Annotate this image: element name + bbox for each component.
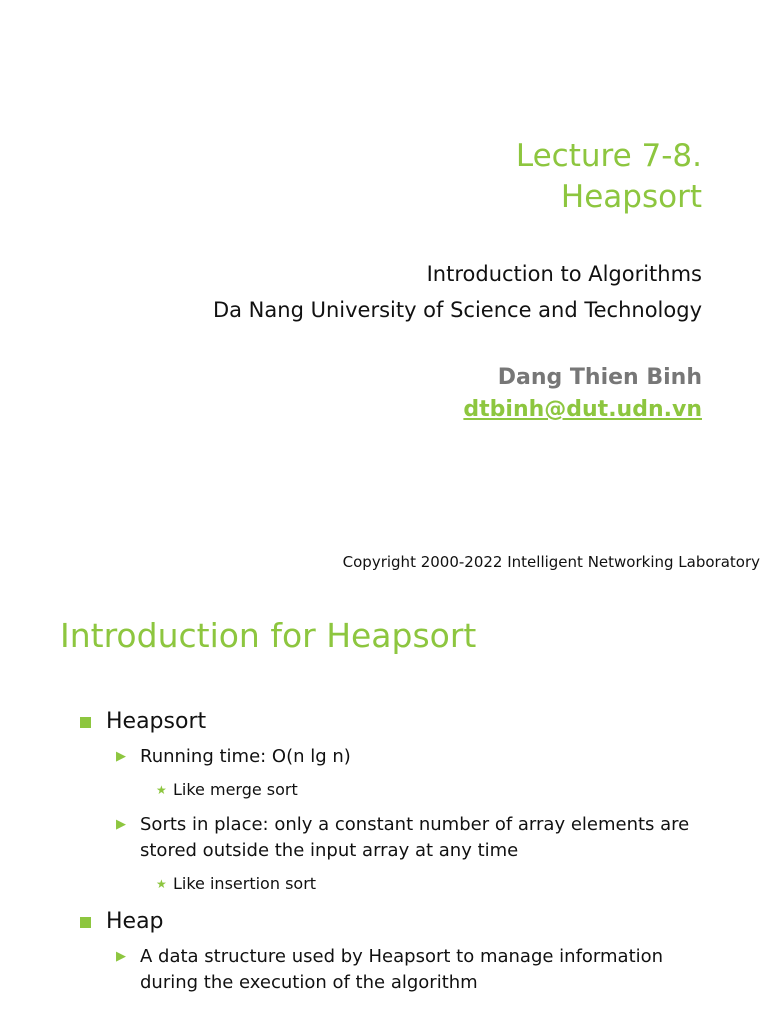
bullet-heap [80, 906, 720, 938]
triangle-bullet-icon: ▶ [116, 949, 126, 964]
lecture-topic: Heapsort [560, 179, 702, 215]
lecture-number: Lecture 7-8. [515, 138, 702, 174]
sub-sub-bullet-merge-sort [156, 778, 720, 802]
lecture-title [516, 136, 702, 218]
bullet-list [80, 706, 720, 1004]
sub-bullet-running-time [116, 744, 720, 770]
bullet-text: Heapsort [106, 709, 207, 734]
university-name: Da Nang University of Science and Technology [212, 298, 702, 322]
slide-title: Introduction for Heapsort [60, 616, 477, 655]
bullet-text: Heap [106, 909, 164, 934]
square-bullet-icon [80, 717, 91, 728]
sub-sub-bullet-text: Like insertion sort [173, 874, 317, 893]
sub-bullet-text: Running time: O(n lg n) [140, 746, 351, 767]
sub-sub-bullet-insertion-sort [156, 872, 720, 896]
triangle-bullet-icon: ▶ [116, 749, 126, 764]
triangle-bullet-icon: ▶ [116, 817, 126, 832]
sub-bullet-text: A data structure used by Heapsort to manage information during the execution of the algorithm [140, 946, 664, 993]
sub-bullet-data-structure [116, 944, 720, 996]
square-bullet-icon [80, 917, 91, 928]
star-bullet-icon: ★ [156, 783, 167, 797]
author-name: Dang Thien Binh [497, 365, 702, 390]
author-email-link[interactable]: dtbinh@dut.udn.vn [463, 397, 702, 422]
sub-bullet-text: Sorts in place: only a constant number of array elements are stored outside the input array at any time [140, 814, 690, 861]
sub-sub-bullet-text: Like merge sort [173, 780, 298, 799]
content-slide [0, 588, 768, 1024]
course-info [213, 256, 702, 328]
bullet-heapsort [80, 706, 720, 738]
star-bullet-icon: ★ [156, 877, 167, 891]
author-info [463, 362, 702, 426]
sub-bullet-sorts-in-place [116, 812, 720, 864]
course-name: Introduction to Algorithms [426, 262, 702, 286]
copyright-notice: Copyright 2000-2022 Intelligent Networking Laboratory [342, 553, 760, 571]
